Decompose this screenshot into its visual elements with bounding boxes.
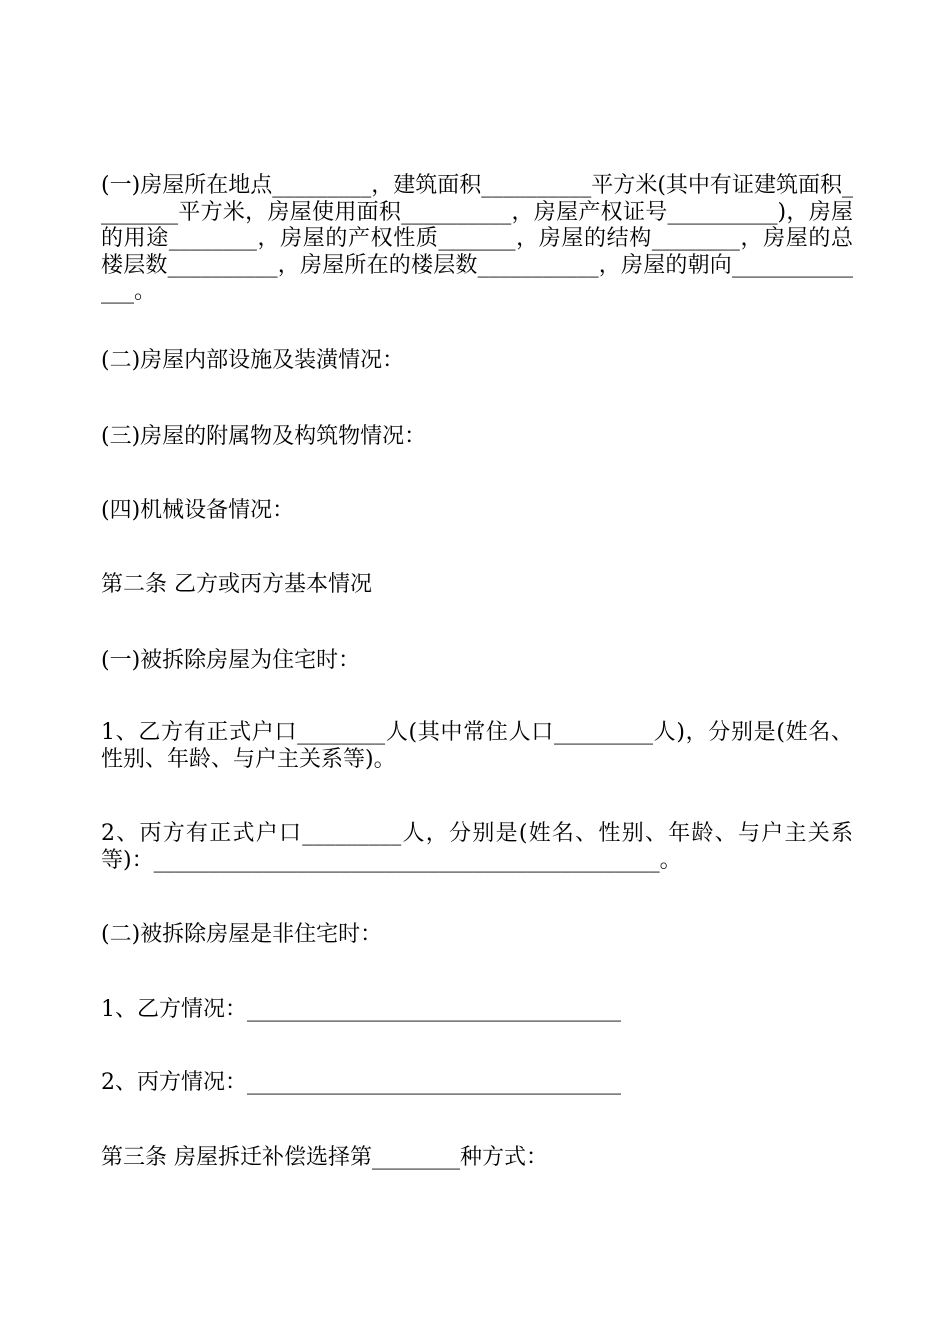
paragraph-party-c-household: 2、丙方有正式户口_________人，分别是(姓名、性别、年龄、与户主关系等)：______________________________________________。 xyxy=(101,821,853,873)
paragraph-non-residential: (二)被拆除房屋是非住宅时： xyxy=(101,922,383,947)
paragraph-residential: (一)被拆除房屋为住宅时： xyxy=(101,648,361,673)
paragraph-party-b-household: 1、乙方有正式户口________人(其中常住人口_________人)，分别是(姓名、性别、年龄、与户主关系等)。 xyxy=(101,720,853,772)
paragraph-machinery: (四)机械设备情况： xyxy=(101,498,295,523)
paragraph-house-details: (一)房屋所在地点_________，建筑面积__________平方米(其中有证建筑面积________平方米，房屋使用面积__________，房屋产权证号__________)，房屋的用途________，房屋的产权性质_______，房屋的结构________，房屋的总楼层数__________，房屋所在的楼层数___________，房屋的朝向______________。 xyxy=(101,173,853,304)
article-3-heading: 第三条 房屋拆迁补偿选择第________种方式： xyxy=(101,1145,548,1170)
paragraph-party-c-info: 2、丙方情况：__________________________________ xyxy=(101,1070,621,1095)
paragraph-interior-facilities: (二)房屋内部设施及装潢情况： xyxy=(101,348,405,373)
paragraph-attachments: (三)房屋的附属物及构筑物情况： xyxy=(101,424,427,449)
article-2-heading: 第二条 乙方或丙方基本情况 xyxy=(101,572,372,597)
paragraph-party-b-info: 1、乙方情况：__________________________________ xyxy=(101,997,621,1022)
